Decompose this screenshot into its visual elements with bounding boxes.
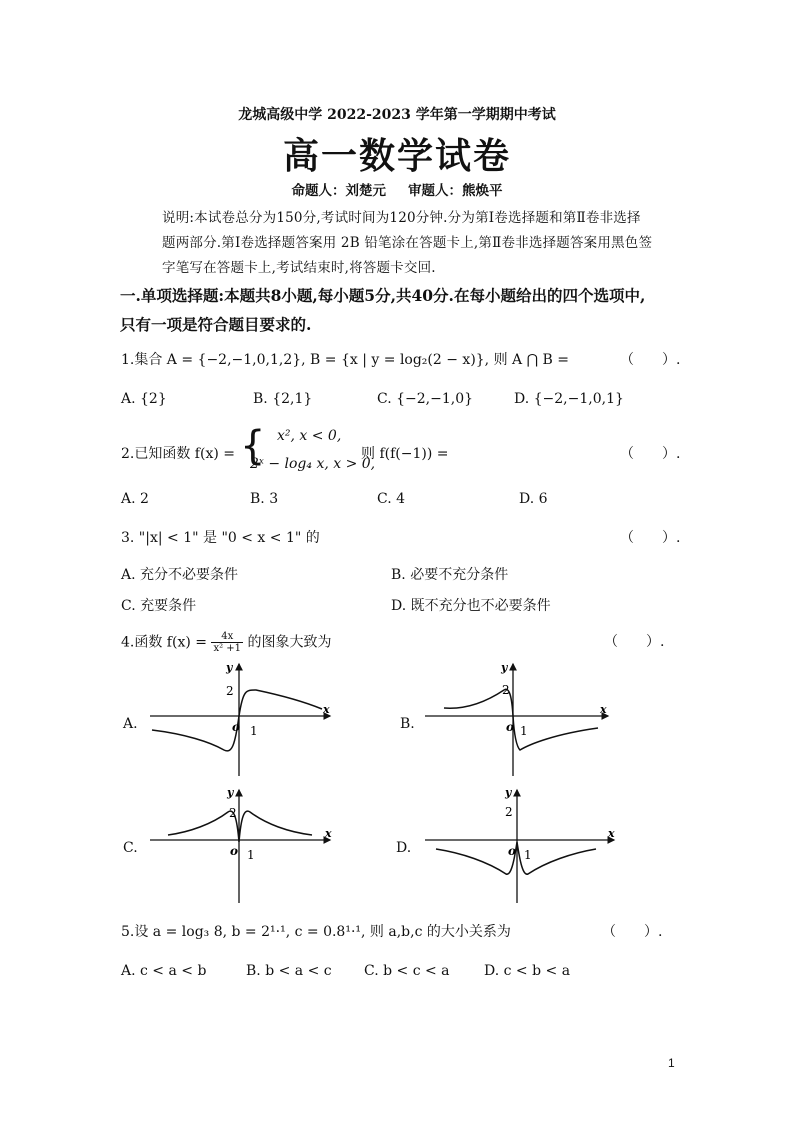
graph-a-tick-y: 2 [226, 684, 234, 698]
graph-a[interactable] [150, 661, 330, 776]
question-3-option-b[interactable]: B. 必要不充分条件 [391, 567, 509, 583]
question-1-stem: 1.集合 A = {−2,−1,0,1,2}, B = {x | y = log₂(2 − x)}, 则 A ⋂ B = [121, 352, 569, 368]
graph-c[interactable] [150, 786, 332, 903]
author-label: 命题人：刘楚元 [291, 183, 386, 199]
graph-b-x-label: x [600, 703, 607, 716]
graph-d-tick-x: 1 [524, 848, 532, 862]
question-3-option-d[interactable]: D. 既不充分也不必要条件 [391, 598, 551, 614]
graph-b-tick-x: 1 [520, 724, 528, 738]
graph-c-origin: o [230, 844, 239, 858]
graph-c-curve [168, 811, 312, 842]
graph-b-origin: o [506, 720, 515, 734]
question-1-answer-paren: （ ）. [620, 352, 681, 368]
question-2-option-a[interactable]: A. 2 [121, 491, 149, 507]
fraction-numerator: 4x [211, 631, 243, 643]
question-2-prefix: 2.已知函数 f(x) = [121, 446, 235, 462]
question-3-answer-paren: （ ）. [620, 530, 681, 546]
graph-option-b-label[interactable]: B. [400, 716, 415, 732]
question-1-option-d[interactable]: D. {−2,−1,0,1} [514, 391, 624, 407]
graph-d-x-label: x [608, 827, 615, 840]
graph-d-tick-y: 2 [505, 805, 513, 819]
graph-a-tick-x: 1 [250, 724, 258, 738]
graph-c-x-label: x [325, 827, 332, 840]
section-heading-line-1: 一.单项选择题:本题共8小题,每小题5分,共40分.在每小题给出的四个选项中, [120, 286, 646, 305]
section-heading-line-2: 只有一项是符合题目要求的. [120, 315, 312, 334]
question-4-suffix: 的图象大致为 [247, 634, 332, 651]
exam-school-line: 龙城高级中学 2022-2023 学年第一学期期中考试 [238, 107, 556, 123]
question-2-option-d[interactable]: D. 6 [519, 491, 548, 507]
question-5-option-b[interactable]: B. b < a < c [246, 963, 332, 979]
question-3-option-c[interactable]: C. 充要条件 [121, 598, 197, 614]
exam-title: 高一数学试卷 [282, 135, 511, 177]
question-2-answer-paren: （ ）. [620, 446, 681, 462]
note-line-3: 字笔写在答题卡上,考试结束时,将答题卡交回. [162, 260, 436, 276]
graph-a-x-label: x [323, 703, 330, 716]
graph-b-y-label: y [501, 661, 508, 674]
question-5-stem: 5.设 a = log₃ 8, b = 2¹·¹, c = 0.8¹·¹, 则 a,b,c 的大小关系为 [121, 924, 511, 940]
note-line-2: 题两部分.第Ⅰ卷选择题答案用 2B 铅笔涂在答题卡上,第Ⅱ卷非选择题答案用黑色签 [162, 235, 653, 251]
question-2-option-c[interactable]: C. 4 [377, 491, 406, 507]
reviewer-label: 审题人：熊焕平 [408, 183, 503, 199]
graph-b[interactable] [425, 661, 608, 776]
graph-a-y-label: y [226, 661, 233, 674]
question-2-case-1: x², x < 0, [277, 428, 342, 444]
question-3-option-a[interactable]: A. 充分不必要条件 [121, 567, 239, 583]
graph-a-origin: o [232, 720, 241, 734]
note-line-1: 说明:本试卷总分为150分,考试时间为120分钟.分为第Ⅰ卷选择题和第Ⅱ卷非选择 [162, 210, 641, 226]
graph-option-c-label[interactable]: C. [123, 840, 138, 856]
graph-option-d-label[interactable]: D. [396, 840, 412, 856]
graph-b-tick-y: 2 [502, 683, 510, 697]
page-number: 1 [668, 1056, 675, 1070]
question-1-option-c[interactable]: C. {−2,−1,0} [377, 391, 474, 407]
question-2-case-2: 2ˣ − log₄ x, x > 0, [250, 456, 376, 472]
question-4-prefix: 4.函数 f(x) = [121, 634, 207, 651]
graph-d-origin: o [508, 844, 517, 858]
graph-c-tick-y: 2 [229, 806, 237, 820]
graph-d[interactable] [425, 786, 615, 903]
question-1-option-a[interactable]: A. {2} [121, 391, 167, 407]
question-5-option-d[interactable]: D. c < b < a [484, 963, 571, 979]
graph-option-a-label[interactable]: A. [123, 716, 138, 732]
graph-d-y-label: y [505, 786, 512, 799]
graph-c-y-label: y [227, 786, 234, 799]
question-2-option-b[interactable]: B. 3 [250, 491, 279, 507]
question-4-answer-paren: （ ）. [604, 634, 665, 650]
question-5-option-a[interactable]: A. c < a < b [121, 963, 207, 979]
question-3-stem: 3. "|x| < 1" 是 "0 < x < 1" 的 [121, 530, 320, 546]
graph-b-curve [444, 689, 598, 750]
piecewise-brace: { [240, 423, 266, 469]
question-1-option-b[interactable]: B. {2,1} [253, 391, 313, 407]
question-5-answer-paren: （ ）. [602, 924, 663, 940]
graph-c-tick-x: 1 [247, 848, 255, 862]
question-2-suffix: 则 f(f(−1)) = [361, 446, 449, 462]
fraction-denominator: x² +1 [213, 643, 242, 654]
question-5-option-c[interactable]: C. b < c < a [364, 963, 450, 979]
